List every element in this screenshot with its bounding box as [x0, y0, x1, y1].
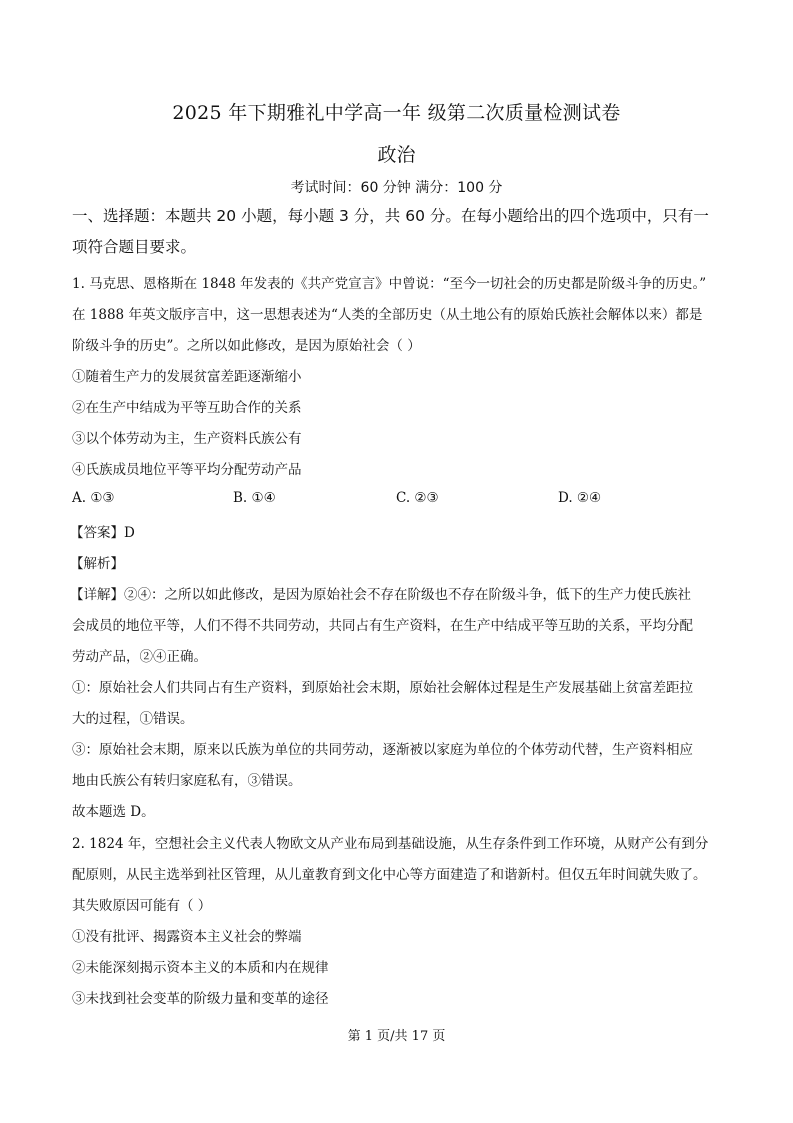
- question-2-stem-line: 配原则，从民主选举到社区管理，从儿童教育到文化中心等方面建造了和谐新村。但仅五年时间就失败了。: [72, 867, 707, 883]
- exam-info: 考试时间：60 分钟 满分：100 分: [290, 180, 503, 196]
- question-1-item: ④氏族成员地位平等平均分配劳动产品: [72, 462, 302, 478]
- explanation-line: ①：原始社会人们共同占有生产资料，到原始社会末期，原始社会解体过程是生产发展基础上贫富差距拉: [72, 680, 693, 696]
- explanation-line: 劳动产品，②④正确。: [72, 649, 207, 665]
- option-a: A. ①③: [72, 490, 115, 506]
- question-2-item: ①没有批评、揭露资本主义社会的弊端: [72, 929, 302, 945]
- section-heading-line: 一、选择题：本题共 20 小题，每小题 3 分，共 60 分。在每小题给出的四个选项中，只有一: [72, 207, 709, 225]
- question-2-stem-line: 2. 1824 年，空想社会主义代表人物欧文从产业布局到基础设施，从生存条件到工作环境，从财产公有到分: [72, 836, 709, 852]
- analysis-label: 【解析】: [70, 556, 124, 572]
- explanation-line: 大的过程，①错误。: [72, 711, 194, 727]
- explanation-line: 地由氏族公有转归家庭私有，③错误。: [72, 773, 302, 789]
- option-b: B. ①④: [233, 490, 276, 506]
- question-1-stem-line: 阶级斗争的历史”。之所以如此修改，是因为原始社会（ ）: [72, 338, 421, 354]
- question-1-item: ②在生产中结成为平等互助合作的关系: [72, 400, 302, 416]
- section-heading: [72, 201, 732, 263]
- question-2-item: ③未找到社会变革的阶级力量和变革的途径: [72, 991, 329, 1007]
- exam-title: 2025 年下期雅礼中学高一年 级第二次质量检测试卷: [172, 102, 621, 124]
- option-d: D. ②④: [558, 490, 602, 506]
- explanation-line: 会成员的地位平等，人们不得不共同劳动，共同占有生产资料，在生产中结成平等互助的关系，平均分配: [72, 618, 693, 634]
- question-1-item: ①随着生产力的发展贫富差距逐渐缩小: [72, 369, 302, 385]
- question-2-item: ②未能深刻揭示资本主义的本质和内在规律: [72, 960, 329, 976]
- question-1-stem-line: 在 1888 年英文版序言中，这一思想表述为“人类的全部历史（从土地公有的原始氏族社会解体以来）都是: [72, 307, 703, 323]
- page-footer: 第 1 页/共 17 页: [347, 1029, 446, 1044]
- question-1-stem-line: 1. 马克思、恩格斯在 1848 年发表的《共产党宣言》中曾说：“至今一切社会的历史都是阶级斗争的历史。”: [72, 276, 707, 292]
- question-2-stem-line: 其失败原因可能有（ ）: [72, 898, 212, 914]
- subject-title: 政治: [377, 144, 416, 166]
- option-c: C. ②③: [396, 490, 439, 506]
- explanation-line: 故本题选 D。: [72, 804, 155, 820]
- explanation-line: 【详解】②④：之所以如此修改，是因为原始社会不存在阶级也不存在阶级斗争，低下的生产力使氏族社: [70, 587, 691, 603]
- answer-label: 【答案】D: [70, 525, 135, 541]
- explanation-line: ③：原始社会末期，原来以氏族为单位的共同劳动，逐渐被以家庭为单位的个体劳动代替，生产资料相应: [72, 742, 693, 758]
- question-1-item: ③以个体劳动为主，生产资料氏族公有: [72, 431, 302, 447]
- section-heading-line: 项符合题目要求。: [72, 238, 197, 256]
